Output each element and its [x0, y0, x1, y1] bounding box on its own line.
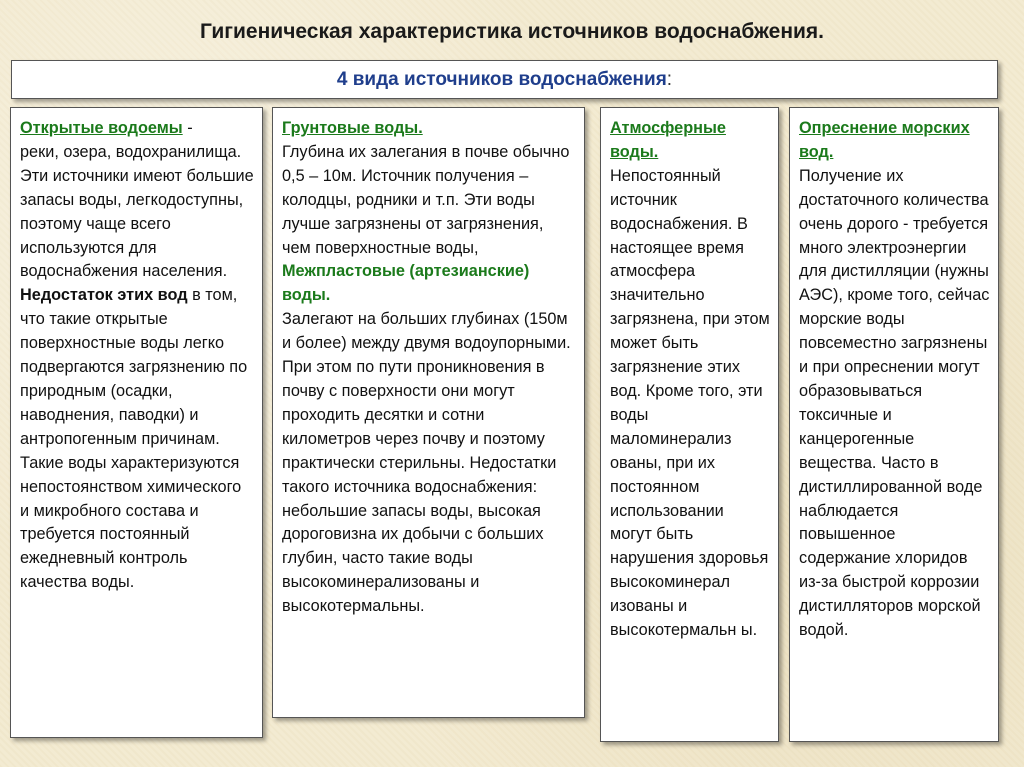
column-body: Непостоянный источник водоснабжения. В настоящее время атмосфера значительно загрязнена, при этом может быть загрязнение этих вод. Кроме того, эти воды маломинерализ ованы, при их постоянном использовании могут быть нарушения здоровья высокоминерал изованы и высокотермальн ы. [610, 166, 770, 640]
column-heading: Опреснение морских вод. [799, 119, 970, 161]
subtitle-colon: : [666, 68, 673, 90]
subtitle-text: 4 вида источников водоснабжения [336, 68, 667, 90]
column-body-continued: Залегают на больших глубинах (150м и более) между двумя водоупорными. При этом по пути проникновения в почву с поверхности они могут проходить десятки и сотни километров через почву и поэтому практически стерильны. Недостатки такого источника водоснабжения: небольшие запасы воды, высокая дороговизна их добычи с больших глубин, часто такие воды высокоминерализованы и высокотермальны. [282, 310, 571, 616]
column-heading: Атмосферные воды. [610, 119, 726, 161]
column-body: Глубина их залегания в почве обычно 0,5 – 10м. Источник получения – колодцы, родники и т.п. Эти воды лучше загрязнены от загрязнения, чем поверхностные воды, [282, 142, 570, 257]
column-body: реки, озера, водохранилища. Эти источники имеют большие запасы воды, легкодоступны, поэтому чаще всего используются для водоснабжения населения. [20, 142, 254, 281]
column-bold-phrase: Недостаток этих вод [20, 286, 188, 305]
column-open-water [10, 107, 263, 738]
subtitle-banner [11, 60, 998, 99]
column-body-continued: в том, что такие открытые поверхностные воды легко подвергаются загрязнению по природным (осадки, наводнения, паводки) и антропогенным причинам. Такие воды характеризуются непостоянством химического и микробного состава и требуется постоянный ежедневный контроль качества воды. [20, 286, 248, 592]
page-title: Гигиеническая характеристика источников водоснабжения. [199, 20, 824, 43]
column-heading: Открытые водоемы [20, 119, 183, 137]
column-ground-water [272, 107, 585, 718]
column-atmospheric-water [600, 107, 779, 742]
column-heading: Грунтовые воды. [282, 119, 423, 137]
column-heading-tail: - [182, 119, 193, 137]
column-body: Получение их достаточного количества очень дорого - требуется много электроэнергии для дистилляции (нужны АЭС), кроме того, сейчас морские воды повсеместно загрязнены и при опреснении могут образовываться токсичные и канцерогенные вещества. Часто в дистиллированной воде наблюдается повышенное содержание хлоридов из-за быстрой коррозии дистилляторов морской водой. [799, 166, 990, 640]
column-desalination [789, 107, 999, 742]
column-subheading: Межпластовые (артезианские) воды. [282, 262, 530, 305]
